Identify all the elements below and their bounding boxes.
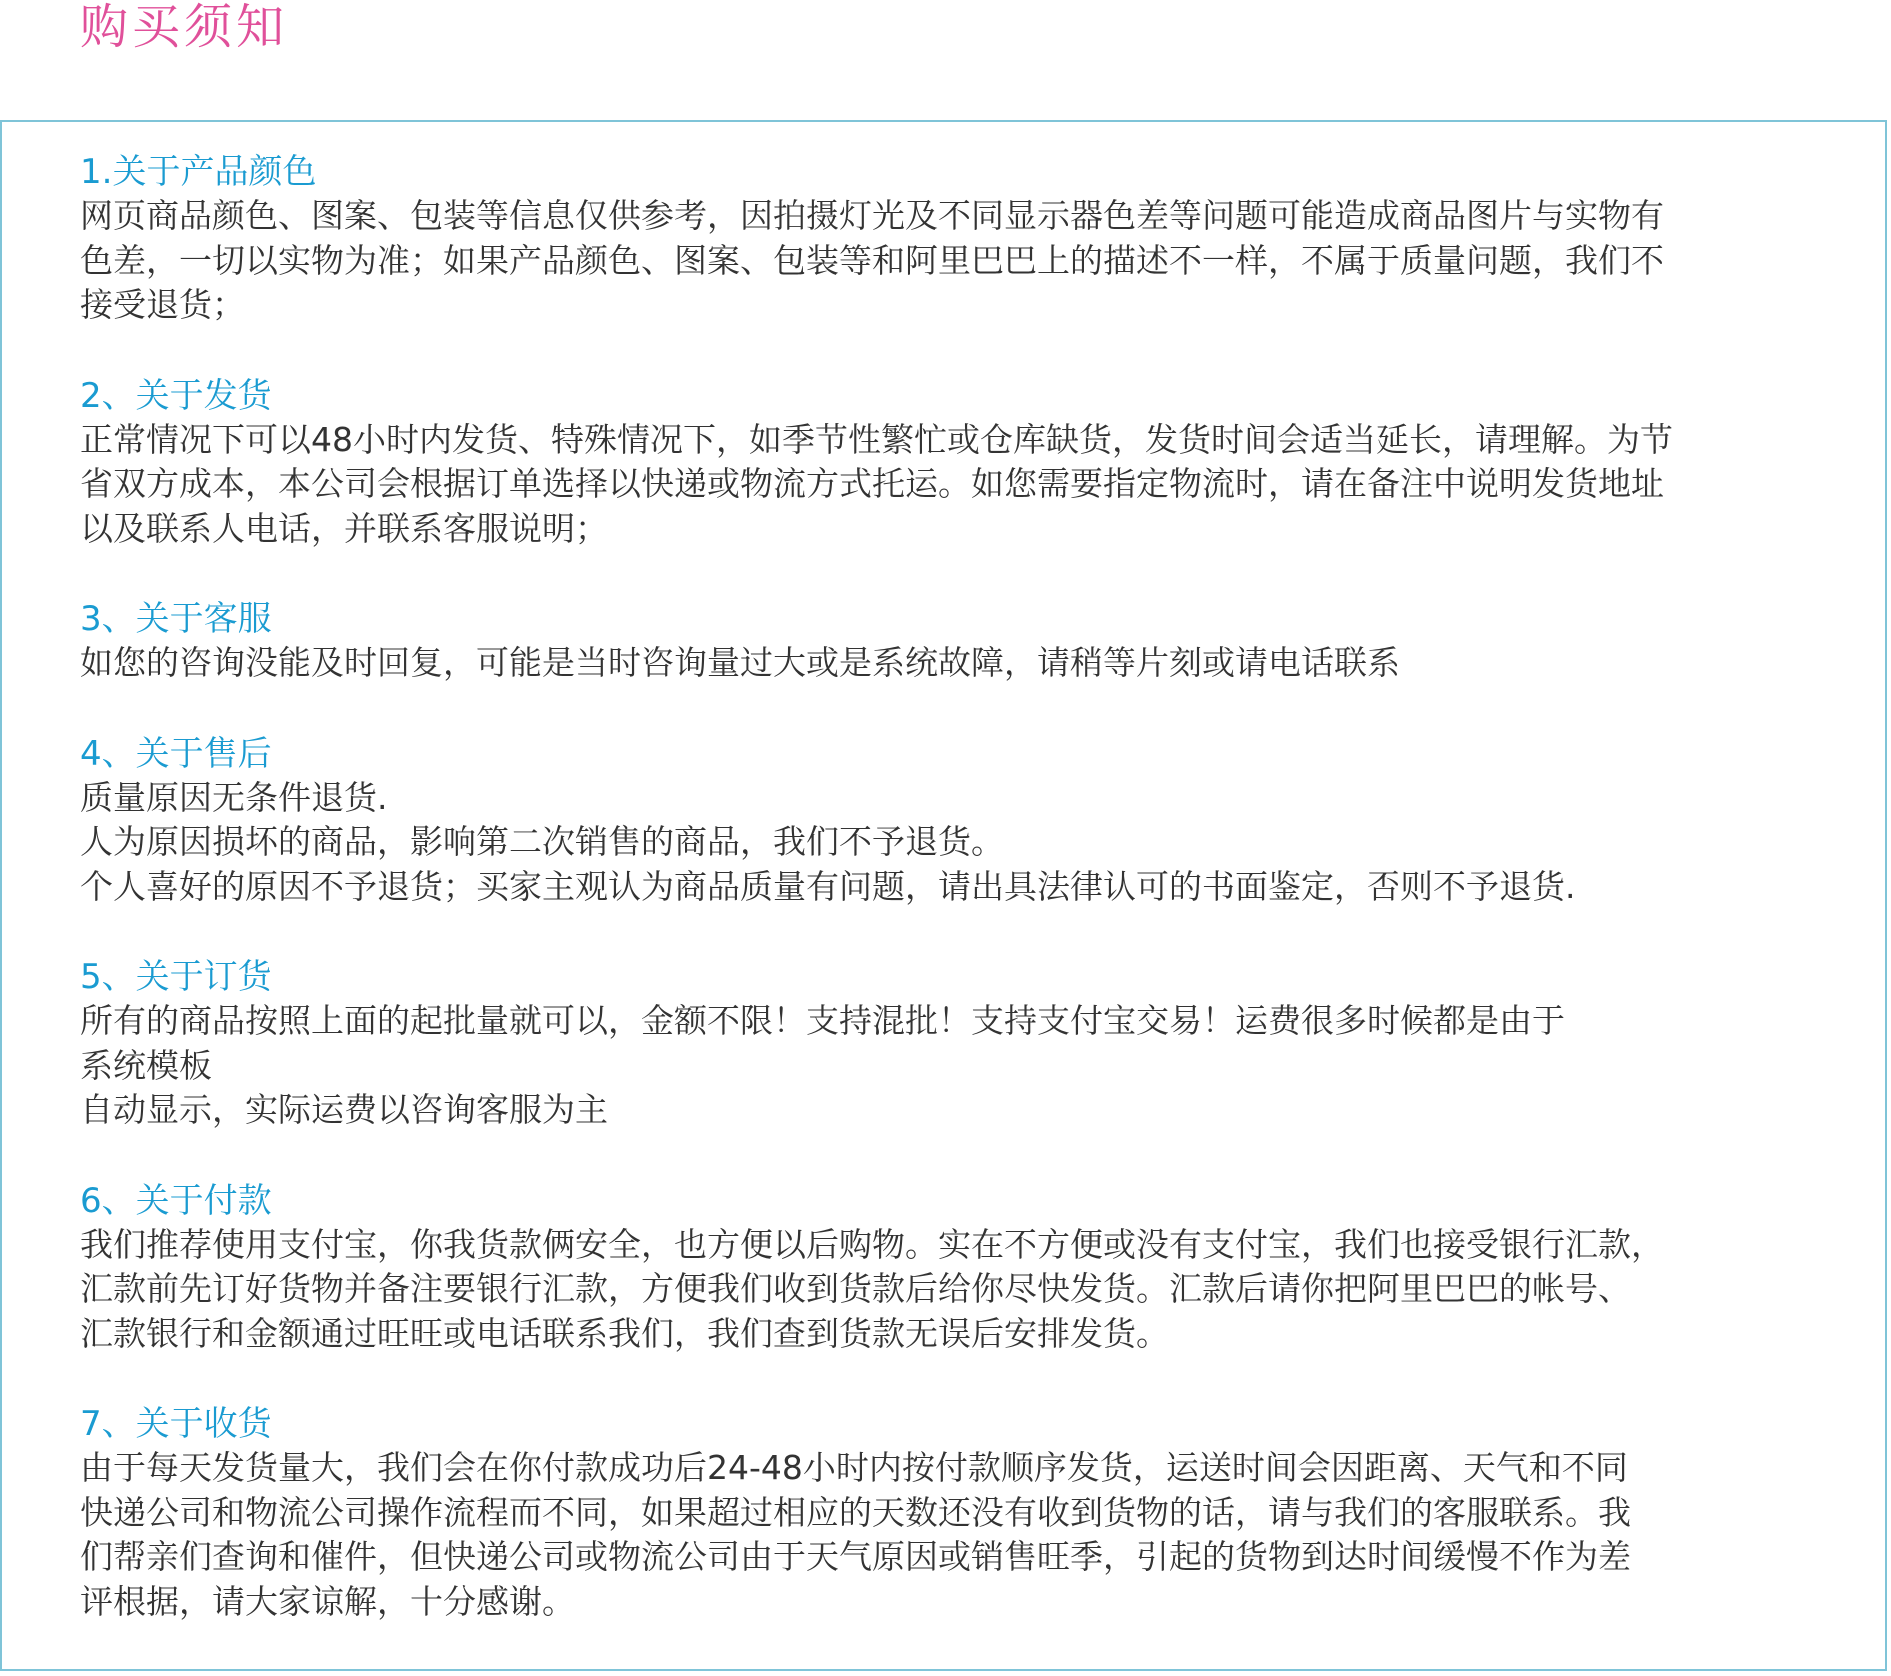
section-line: 汇款银行和金额通过旺旺或电话联系我们，我们查到货款无误后安排发货。 bbox=[80, 1313, 1169, 1353]
section-body bbox=[80, 776, 1800, 910]
section-line: 以及联系人电话，并联系客服说明； bbox=[80, 508, 608, 548]
section-line: 所有的商品按照上面的起批量就可以，金额不限！支持混批！支持支付宝交易！运费很多时候都是由于 bbox=[80, 1001, 1565, 1040]
section-line: 们帮亲们查询和催件，但快递公司或物流公司由于天气原因或销售旺季，引起的货物到达时间缓慢不作为差 bbox=[80, 1537, 1631, 1576]
section-line: 省双方成本，本公司会根据订单选择以快递或物流方式托运。如您需要指定物流时，请在备注中说明发货地址 bbox=[80, 464, 1664, 503]
section-line: 正常情况下可以48小时内发货、特殊情况下，如季节性繁忙或仓库缺货，发货时间会适当延长，请理解。为节 bbox=[80, 419, 1673, 459]
page-title: 购买须知 bbox=[80, 0, 289, 55]
notice-content bbox=[80, 150, 1800, 1670]
section-line: 接受退货； bbox=[80, 285, 245, 324]
section-receiving bbox=[80, 1402, 1800, 1624]
section-line: 由于每天发货量大，我们会在你付款成功后24-48小时内按付款顺序发货，运送时间会因距离、天气和不同 bbox=[80, 1448, 1628, 1487]
section-body bbox=[80, 194, 1800, 328]
section-line: 汇款前先订好货物并备注要银行汇款，方便我们收到货款后给你尽快发货。汇款后请你把阿里巴巴的帐号、 bbox=[80, 1269, 1631, 1308]
section-line: 评根据，请大家谅解，十分感谢。 bbox=[80, 1581, 575, 1621]
section-line: 色差，一切以实物为准；如果产品颜色、图案、包装等和阿里巴巴上的描述不一样，不属于质量问题，我们不 bbox=[80, 240, 1664, 280]
section-heading: 7、关于收货 bbox=[80, 1404, 272, 1444]
section-heading: 6、关于付款 bbox=[80, 1180, 272, 1221]
section-line: 我们推荐使用支付宝，你我货款俩安全，也方便以后购物。实在不方便或没有支付宝，我们也接受银行汇款， bbox=[80, 1224, 1664, 1264]
section-line: 系统模板 bbox=[80, 1045, 212, 1085]
section-line: 自动显示，实际运费以咨询客服为主 bbox=[80, 1090, 608, 1129]
section-heading: 5、关于订货 bbox=[80, 957, 272, 997]
section-body bbox=[80, 418, 1800, 552]
section-body bbox=[80, 641, 1800, 686]
section-payment bbox=[80, 1179, 1800, 1357]
section-body bbox=[80, 1446, 1800, 1624]
section-line: 人为原因损坏的商品，影响第二次销售的商品，我们不予退货。 bbox=[80, 822, 1004, 861]
section-heading: 1.关于产品颜色 bbox=[80, 152, 317, 192]
section-heading: 3、关于客服 bbox=[80, 599, 272, 639]
section-ordering bbox=[80, 955, 1800, 1133]
section-body bbox=[80, 1223, 1800, 1357]
section-heading: 4、关于售后 bbox=[80, 733, 272, 774]
section-product-color bbox=[80, 150, 1800, 328]
section-shipping bbox=[80, 374, 1800, 552]
section-line: 个人喜好的原因不予退货；买家主观认为商品质量有问题，请出具法律认可的书面鉴定，否则不予退货. bbox=[80, 866, 1576, 906]
section-body bbox=[80, 999, 1800, 1133]
section-after-sales bbox=[80, 732, 1800, 910]
section-line: 网页商品颜色、图案、包装等信息仅供参考，因拍摄灯光及不同显示器色差等问题可能造成商品图片与实物有 bbox=[80, 196, 1664, 235]
section-line: 质量原因无条件退货. bbox=[80, 777, 388, 817]
section-heading: 2、关于发货 bbox=[80, 375, 272, 416]
section-line: 如您的咨询没能及时回复，可能是当时咨询量过大或是系统故障，请稍等片刻或请电话联系 bbox=[80, 643, 1400, 682]
section-customer-service bbox=[80, 597, 1800, 686]
section-line: 快递公司和物流公司操作流程而不同，如果超过相应的天数还没有收到货物的话，请与我们的客服联系。我 bbox=[80, 1492, 1631, 1532]
